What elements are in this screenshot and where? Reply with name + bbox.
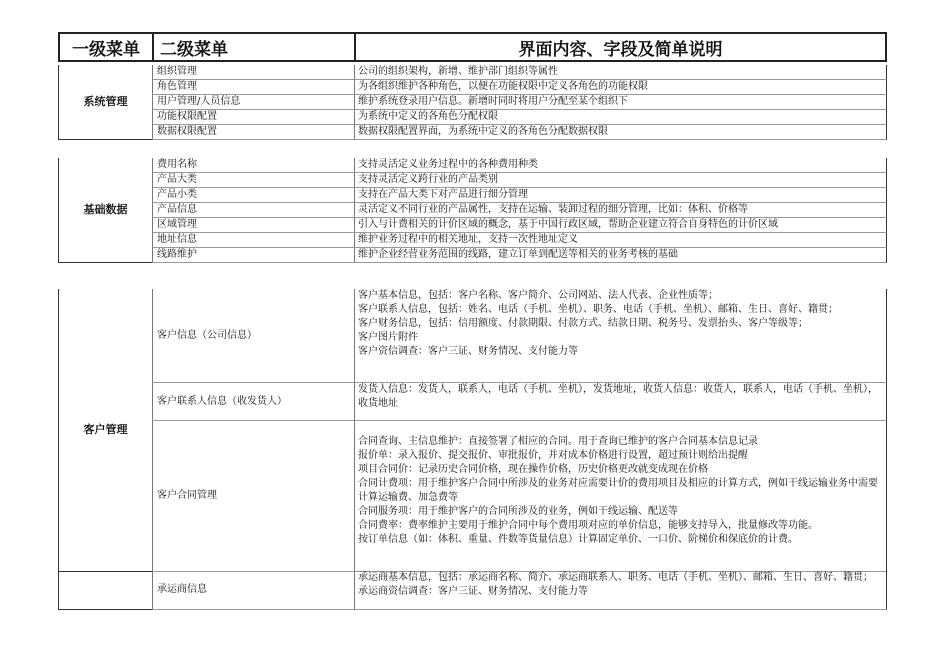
description-cell: 公司的组织架构，新增、维护部门组织等属性 (354, 65, 887, 80)
level2-menu-cell: 产品信息 (152, 203, 354, 218)
description-cell: 客户基本信息，包括：客户名称、客户简介、公司网站、法人代表、企业性质等； 客户联系人信息，包括：姓名、电话（手机、坐机）、职务、电话（手机、坐机）、邮箱、生日、喜好、籍贯； 客户财务信息，包括：信用额度、付款期限、付款方式、结款日期、税务号、发票抬头、客户等级等； 客户图片附件 客户资信调查：客户三证、财务情况、支付能力等 (354, 289, 887, 383)
level2-menu-cell: 地址信息 (152, 233, 354, 248)
menu-spec-table (58, 32, 887, 610)
level2-menu-cell: 组织管理 (152, 65, 354, 80)
description-cell: 合同查询、主信息维护：直接签署了相应的合同。用于查询已维护的客户合同基本信息记录 报价单：录入报价、提交报价、审批报价，并对成本价格进行设置，超过预计则给出提醒 项目合同价：记录历史合同价格，现在操作价格，历史价格更改就变成现在价格 合同计费项：用于维护客户合同中所涉及的业务对应需要计价的费用项目及相应的计算方式，例如干线运输业务中需要计算运输费、加急费等 合同服务项：用于维护客户的合同所涉及的业务，例如干线运输、配送等 合同费率：费率维护主要用于维护合同中每个费用项对应的单价信息，能够支持导入，批量修改等功能。 按订单信息（如：体积、重量、件数等货量信息）计算固定单价、一口价、阶梯价和保底价的计费。 (354, 421, 887, 572)
level2-menu-cell: 客户联系人信息（收发货人） (152, 383, 354, 421)
level2-menu-cell: 客户信息（公司信息） (152, 289, 354, 383)
description-cell: 数据权限配置界面，为系统中定义的各角色分配数据权限 (354, 125, 887, 140)
level2-menu-cell: 角色管理 (152, 80, 354, 95)
description-cell: 发货人信息：发货人，联系人，电话（手机、坐机），发货地址，收货人信息：收货人，联系人，电话（手机、坐机），收货地址 (354, 383, 887, 421)
level2-menu-cell: 产品大类 (152, 173, 354, 188)
level2-menu-cell: 线路维护 (152, 248, 354, 263)
level2-menu-cell: 用户管理/人员信息 (152, 95, 354, 110)
level2-menu-cell: 费用名称 (152, 158, 354, 173)
description-cell: 支持灵活定义跨行业的产品类别 (354, 173, 887, 188)
level2-menu-cell: 功能权限配置 (152, 110, 354, 125)
description-cell: 承运商基本信息，包括：承运商名称、简介、承运商联系人、职务、电话（手机、坐机）、邮箱、生日、喜好、籍贯； 承运商资信调查：客户三证、财务情况、支付能力等 (354, 571, 887, 610)
level1-menu-cell (58, 571, 152, 610)
description-cell: 支持灵活定义业务过程中的各种费用种类 (354, 158, 887, 173)
level2-menu-cell: 承运商信息 (152, 571, 354, 610)
level1-menu-cell: 客户管理 (58, 289, 152, 572)
header-level2-menu: 二级菜单 (152, 32, 354, 62)
description-cell: 支持在产品大类下对产品进行细分管理 (354, 188, 887, 203)
header-level1-menu: 一级菜单 (58, 32, 152, 62)
description-cell: 为各组织维护各种角色，以便在功能权限中定义各角色的功能权限 (354, 80, 887, 95)
level2-menu-cell: 区域管理 (152, 218, 354, 233)
level2-menu-cell: 产品小类 (152, 188, 354, 203)
description-cell: 引入与计费相关的计价区域的概念，基于中国行政区域，帮助企业建立符合自身特色的计价区域 (354, 218, 887, 233)
description-cell: 灵活定义不同行业的产品属性，支持在运输、装卸过程的细分管理，比如：体积、价格等 (354, 203, 887, 218)
description-cell: 维护业务过程中的相关地址，支持一次性地址定义 (354, 233, 887, 248)
level1-menu-cell: 系统管理 (58, 65, 152, 140)
level2-menu-cell: 客户合同管理 (152, 421, 354, 572)
header-description: 界面内容、字段及简单说明 (354, 32, 887, 62)
level2-menu-cell: 数据权限配置 (152, 125, 354, 140)
description-cell: 为系统中定义的各角色分配权限 (354, 110, 887, 125)
description-cell: 维护系统登录用户信息。新增时同时将用户分配至某个组织下 (354, 95, 887, 110)
level1-menu-cell: 基础数据 (58, 158, 152, 263)
description-cell: 维护企业经营业务范围的线路，建立订单到配送等相关的业务考核的基础 (354, 248, 887, 263)
